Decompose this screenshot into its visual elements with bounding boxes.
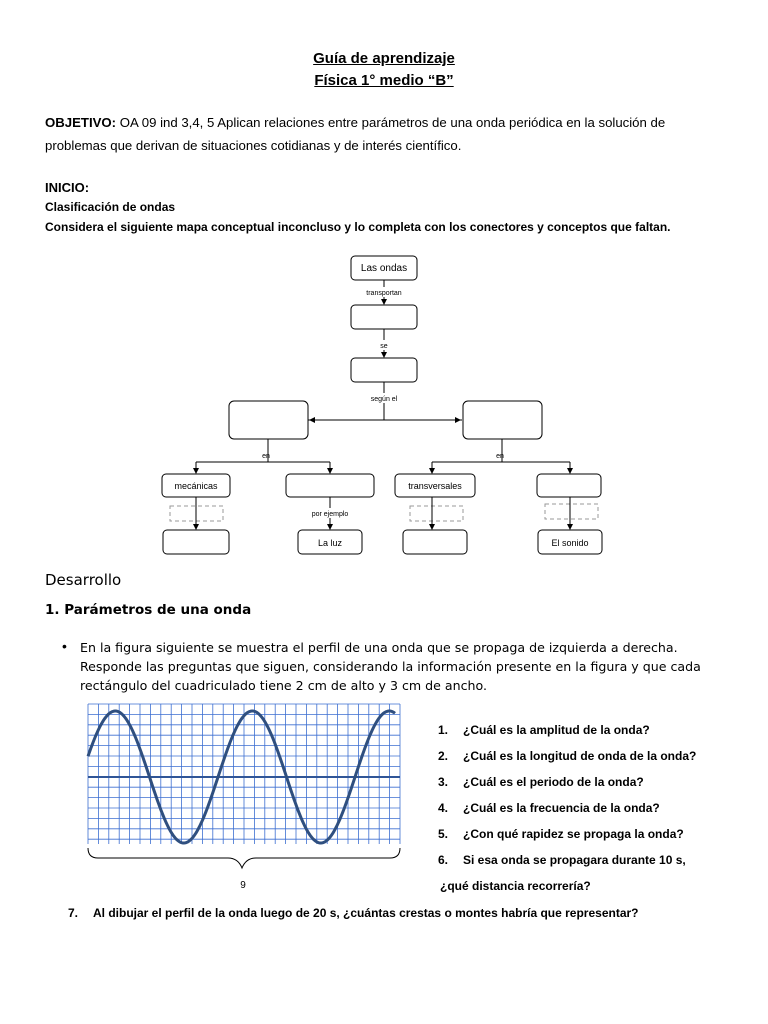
- node-blank-5[interactable]: [163, 530, 229, 554]
- label-transportan: transportan: [366, 290, 402, 297]
- node-blank-left[interactable]: [229, 401, 308, 439]
- inicio-subtitle: Clasificación de ondas: [45, 200, 176, 214]
- node-blank-3[interactable]: [286, 474, 374, 497]
- label-en-left: en: [262, 453, 270, 460]
- question-1: 1. ¿Cuál es la amplitud de la onda?: [438, 723, 650, 737]
- bullet-line-1: En la figura siguiente se muestra el perfil de una onda que se propaga de izquierda a derecha.: [80, 640, 678, 655]
- bullet-line-3: rectángulo del cuadriculado tiene 2 cm de alto y 3 cm de ancho.: [80, 678, 487, 693]
- objective-label: OBJETIVO:: [45, 115, 117, 130]
- inicio-instruction: Considera el siguiente mapa conceptual inconcluso y lo completa con los conectores y conceptos que faltan.: [45, 220, 671, 234]
- brace-label: 9: [240, 880, 246, 891]
- document-subtitle: Física 1° medio “B”: [314, 72, 454, 89]
- label-la-luz: La luz: [317, 538, 343, 548]
- wavelength-brace: [88, 848, 400, 868]
- label-las-ondas: Las ondas: [360, 263, 408, 274]
- label-segun-el: según el: [370, 396, 398, 403]
- question-3: 3. ¿Cuál es el periodo de la onda?: [438, 775, 644, 789]
- label-en-right: en: [496, 453, 504, 460]
- question-2: 2. ¿Cuál es la longitud de onda de la onda?: [438, 749, 697, 763]
- dashed-connector-2[interactable]: [410, 506, 463, 521]
- question-7: 7. Al dibujar el perfil de la onda luego de 20 s, ¿cuántas crestas o montes habría que representar?: [68, 906, 639, 920]
- label-transversales: transversales: [408, 481, 462, 491]
- question-6: 6. Si esa onda se propagara durante 10 s,: [438, 853, 686, 867]
- bullet-line-2: Responde las preguntas que siguen, considerando la información presente en la figura y que cada: [80, 659, 701, 674]
- wave-grid: [88, 704, 400, 844]
- document-title: Guía de aprendizaje: [313, 50, 455, 67]
- node-blank-2[interactable]: [351, 358, 417, 382]
- node-blank-6[interactable]: [403, 530, 467, 554]
- bullet-dot: •: [62, 638, 67, 654]
- bullet-text: [80, 638, 725, 695]
- label-por-ejemplo: por ejemplo: [311, 511, 349, 518]
- question-6-continuation: ¿qué distancia recorrería?: [440, 879, 591, 893]
- label-se: se: [380, 343, 388, 350]
- objective-text-1: OA 09 ind 3,4, 5 Aplican relaciones entre parámetros de una onda periódica en la solución de: [116, 115, 666, 130]
- node-blank-right[interactable]: [463, 401, 542, 439]
- node-blank-1[interactable]: [351, 305, 417, 329]
- inicio-label: INICIO:: [45, 180, 90, 195]
- wave-figure: [78, 700, 434, 895]
- label-mecanicas: mecánicas: [174, 481, 218, 491]
- desarrollo-heading: Desarrollo: [45, 571, 122, 589]
- section1-heading: 1. Parámetros de una onda: [45, 602, 252, 618]
- label-el-sonido: El sonido: [551, 538, 589, 548]
- question-5: 5. ¿Con qué rapidez se propaga la onda?: [438, 827, 684, 841]
- node-blank-4[interactable]: [537, 474, 601, 497]
- question-4: 4. ¿Cuál es la frecuencia de la onda?: [438, 801, 660, 815]
- objective-text-2: problemas que derivan de situaciones cotidianas y de interés científico.: [45, 138, 462, 153]
- dashed-connector-3[interactable]: [545, 504, 598, 519]
